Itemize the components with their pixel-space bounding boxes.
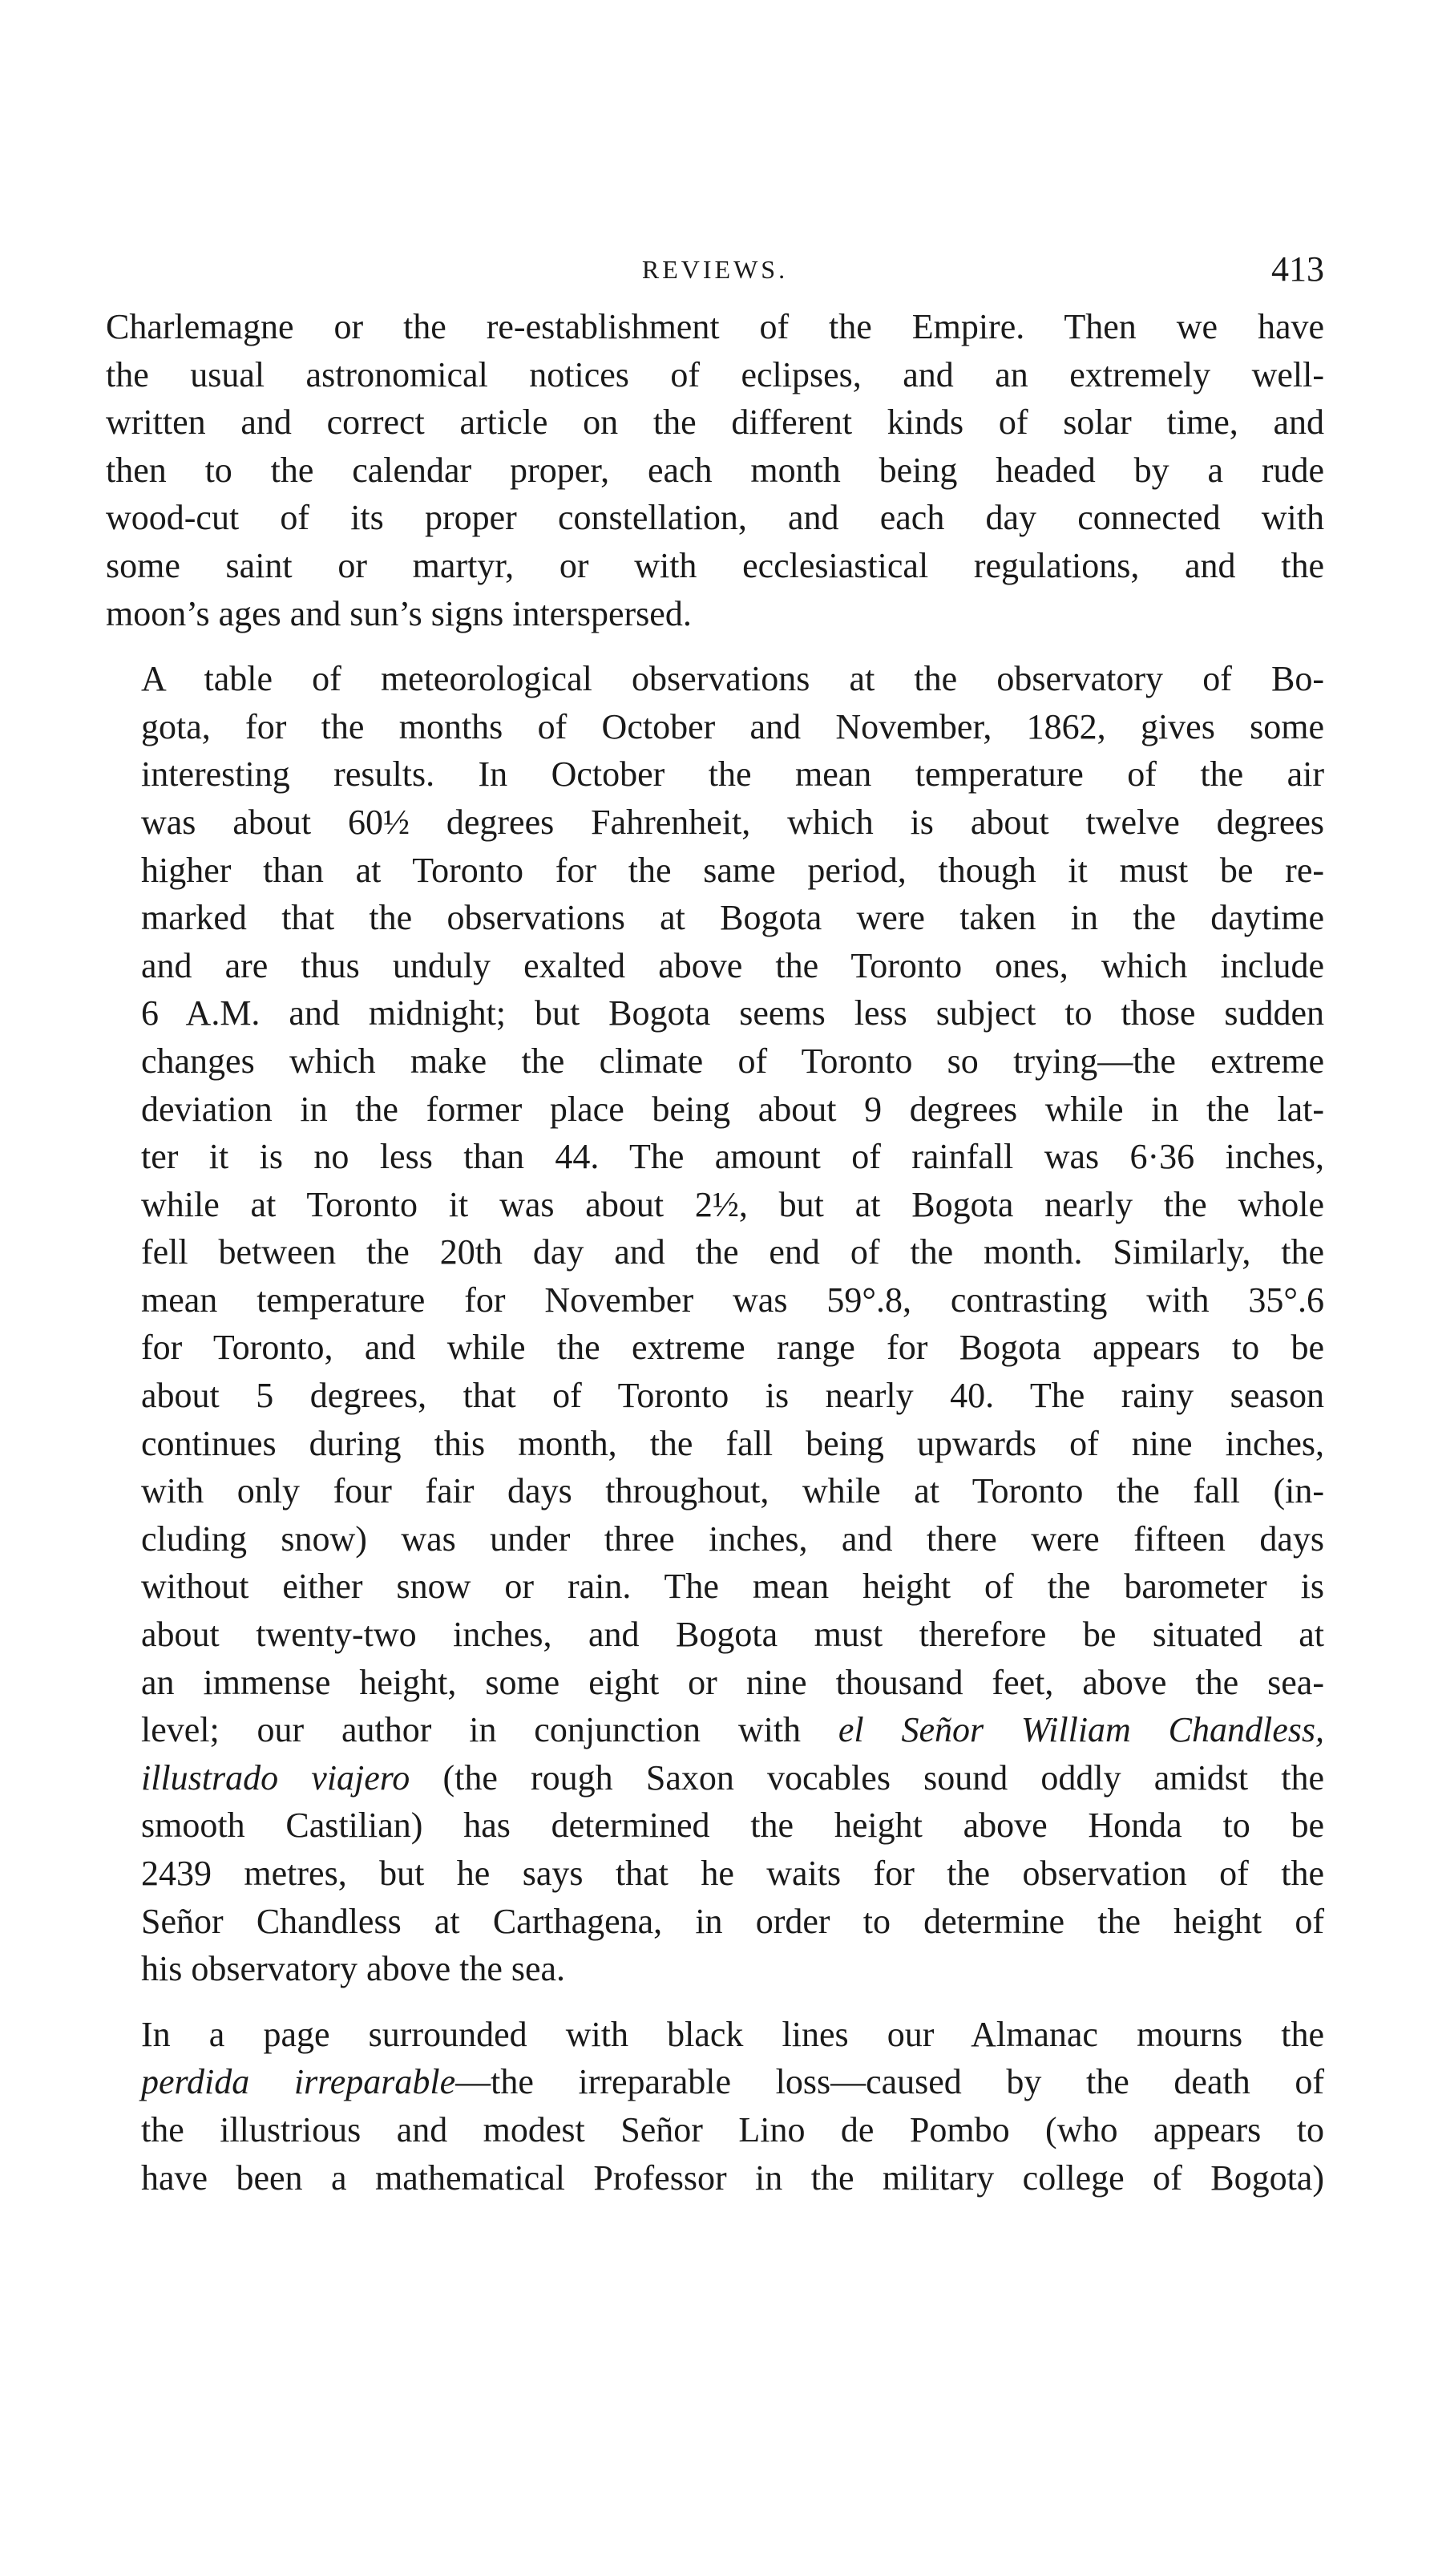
text-line: continues during this month, the fall being upwards of nine inches, <box>141 1423 1324 1463</box>
text-run: —the irreparable loss—caused by the death of <box>455 2062 1324 2102</box>
text-line: about twenty-two inches, and Bogota must therefore be situated at <box>141 1615 1324 1655</box>
paragraph-1 <box>106 303 1324 637</box>
text-line: Señor Chandless at Carthagena, in order to determine the height of <box>141 1901 1324 1941</box>
text-line: higher than at Toronto for the same period, though it must be re- <box>141 850 1324 890</box>
text-line-with-italic <box>106 2058 1324 2106</box>
text-line: about 5 degrees, that of Toronto is nearly 40. The rainy season <box>141 1376 1324 1416</box>
text-line: with only four fair days throughout, while at Toronto the fall (in- <box>141 1471 1324 1511</box>
running-title: REVIEWS. <box>641 255 789 284</box>
text-line: A table of meteorological observations at the observatory of Bo- <box>141 659 1324 699</box>
text-line: mean temperature for November was 59°.8, contrasting with 35°.6 <box>141 1280 1324 1320</box>
text-line: then to the calendar proper, each month being headed by a rude <box>106 450 1324 490</box>
text-run: level; our author in conjunction with <box>141 1710 802 1750</box>
page-content <box>106 249 1324 2202</box>
text-line: written and correct article on the different kinds of solar time, and <box>106 402 1324 443</box>
text-line: 6 A.M. and midnight; but Bogota seems less subject to those sudden <box>141 993 1324 1033</box>
running-head <box>106 249 1324 305</box>
paragraph-2 <box>106 655 1324 1993</box>
text-line: without either snow or rain. The mean height of the barometer is <box>141 1567 1324 1607</box>
text-line: the illustrious and modest Señor Lino de Pombo (who appears to <box>141 2109 1324 2149</box>
text-line: smooth Castilian) has determined the height above Honda to be <box>141 1806 1324 1846</box>
text-line: ter it is no less than 44. The amount of rainfall was 6·36 inches, <box>141 1137 1324 1177</box>
text-line: have been a mathematical Professor in the military college of Bogota) <box>141 2157 1324 2198</box>
text-line: marked that the observations at Bogota were taken in the daytime <box>141 898 1324 938</box>
paragraph-3 <box>106 2011 1324 2202</box>
text-line-with-italic <box>106 1754 1324 1802</box>
text-line: fell between the 20th day and the end of the month. Similarly, the <box>141 1232 1324 1272</box>
italic-phrase: perdida irreparable <box>141 2062 456 2102</box>
text-line: while at Toronto it was about 2½, but at Bogota nearly the whole <box>141 1184 1324 1224</box>
italic-phrase: illustrado viajero <box>141 1757 410 1798</box>
text-line: changes which make the climate of Toronto so trying—the extreme <box>141 1041 1324 1081</box>
text-line: and are thus unduly exalted above the Toronto ones, which include <box>141 945 1324 985</box>
text-line: for Toronto, and while the extreme range for Bogota appears to be <box>141 1328 1324 1368</box>
text-line: In a page surrounded with black lines our Almanac mourns the <box>141 2014 1324 2054</box>
text-line-with-italic <box>106 1706 1324 1754</box>
text-line: moon’s ages and sun’s signs interspersed. <box>106 593 692 633</box>
page-number: 413 <box>1271 249 1324 289</box>
italic-phrase: el Señor William Chandless, <box>838 1710 1324 1750</box>
text-line: 2439 metres, but he says that he waits for the observation of the <box>141 1854 1324 1893</box>
text-line: wood-cut of its proper constellation, and each day connected with <box>106 498 1324 538</box>
text-line: interesting results. In October the mean temperature of the air <box>141 754 1324 795</box>
text-line: gota, for the months of October and November, 1862, gives some <box>141 706 1324 746</box>
text-run: (the rough Saxon vocables sound oddly amidst the <box>410 1757 1324 1798</box>
text-line: deviation in the former place being about 9 degrees while in the lat- <box>141 1089 1324 1129</box>
text-line: was about 60½ degrees Fahrenheit, which is about twelve degrees <box>141 802 1324 842</box>
text-line: cluding snow) was under three inches, and there were fifteen days <box>141 1519 1324 1559</box>
text-line: Charlemagne or the re-establishment of the Empire. Then we have <box>106 307 1324 346</box>
text-line: his observatory above the sea. <box>141 1949 566 1989</box>
text-line: the usual astronomical notices of eclipses, and an extremely well- <box>106 354 1324 394</box>
text-line: an immense height, some eight or nine thousand feet, above the sea- <box>141 1662 1324 1702</box>
text-line: some saint or martyr, or with ecclesiastical regulations, and the <box>106 545 1324 585</box>
